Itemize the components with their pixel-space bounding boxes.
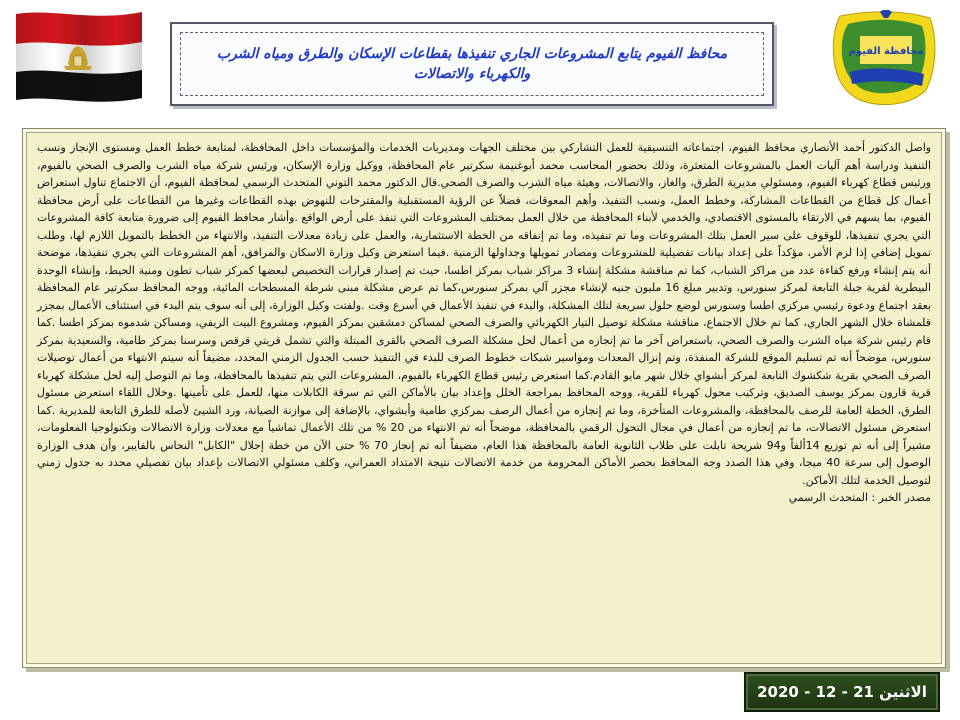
headline-title: محافظ الفيوم يتابع المشروعات الجاري تنفيذها بقطاعات الإسكان والطرق ومياه الشرب والكهرباء والاتصالات [216,46,728,82]
governorate-logo [830,10,942,108]
publish-date: الاثنين 21 - 12 - 2020 [757,683,927,701]
article-source: مصدر الخبر : المتحدث الرسمي [788,491,931,504]
date-bar [744,672,940,712]
article-panel [22,128,946,668]
headline-box [170,22,774,106]
headline-inner-frame [180,32,764,96]
article-body: واصل الدكتور أحمد الأنصاري محافظ الفيوم، اجتماعاته التنسيقية للعمل التشاركي بين مختلف الجهات ومديريات الخدمات والمؤسسات داخل المحافظة، لمتابعة خطط العمل ومستوى الإنجاز ونسب التنفيذ ودراسة أهم آليات العمل بالمشروعات المتعثرة، وذلك بحضور المحاسب محمد أبوغنيمة سكرتير عام المحافظة، ووكيل وزارة الإسكان، ورئيس شركة مياه الشرب والصرف الصحي بالفيوم، ورئيس قطاع كهرباء الفيوم، ومسئولي مديرية الطرق، والغاز، والاتصالات، وهيئة مياه الشرب والصرف الصحي.قال الدكتور محمد التوني المتحدث الرسمي لمحافظة الفيوم، أن الاجتماع تناول استعراض أعمال كل قطاع من القطاعات المشاركة، وخطط العمل، ونسب التنفيذ، وأهم المعوقات، فضلاً عن الرؤية المستقبلية والمقترحات للنهوض بهذه القطاعات وغيرها من القطاعات على أرض محافظة الفيوم، بما يسهم في الارتقاء بالمستوى الاقتصادي، والخدمي لأبناء المحافظة من خلال العمل بمختلف المشروعات التي تنفذ على أرض الواقع .وأشار محافظ الفيوم إلى ضرورة متابعة كافة المشروعات التي يجري تنفيذها، للوقوف على سير العمل بتلك المشروعات وما تم تنفيذه، وما تم إنفاقه من الخطة الاستثمارية، والعمل على زيادة معدلات التنفيذ، والانتهاء من الخطط بالتمويل اللازم لها، وطلب تمويل إضافي إذا لزم الأمر، مؤكداً على إعداد بيانات تفصيلية للمشروعات ومصادر تمويلها وجداولها الزمنية .فيما استعرض وكيل وزارة الاسكان والمرافق، أهم المشروعات التي يجري تنفيذها، موضحة أنه يتم إنشاء ورفع كفاءة عدد من مراكز الشباب، كما تم مناقشة مشكلة إنشاء 3 مراكز شباب بمركز اطسا، حيث تم إصدار قرارات التخصيص لبعضها كمركز شباب تطون ومنية الحيط، وإنشاء الوحدة البيطرية لقرية جبلة التابعة لمركز سنورس، وتدبير مبلغ 16 مليون جنيه لإنشاء مجزر آلي بمركز سنورس،كما تم عرض مشكلة مبنى شرطة المسطحات المائية، ووجه المحافظ سكرتير عام المحافظة بعقد اجتماع ودعوة رئيسي مركزي اطسا وسنورس لوضع حلول سريعة لتلك المشكلة، والبدء في تنفيذ الأعمال في أسرع وقت .ولفتت وكيل الوزارة، إلى أنه سوف يتم البدء في استئناف الأعمال بمجزر قلمشاة خلال الشهر الجاري، كما تم خلال الاجتماع، مناقشة مشكلة توصيل التيار الكهربائي والصرف الصحي لمساكن دمشقين بمركز الفيوم، ومشروع البيت الريفي، ومساكن شدموه بمركز اطسا .كما قام رئيس شركة مياه الشرب والصرف الصحي، باستعراض آخر ما تم إنجازه من أعمال لحل مشكلة الصرف الصحي بالقرى المبتلة والتي تشمل قريتي قرقص وسرسنا بمركز طامية، والسعيدية بمركز سنورس، موضحاً أنه تم تسليم الموقع للشركة المنفذة، وتم إنزال المعدات ومواسير شبكات خطوط الصرف للبدء في التنفيذ حسب الجدول الزمني المحدد، مضيفاً أنه سيتم الانتهاء من أعمال توصيلات الصرف الصحي بقرية شكشوك التابعة لمركز أبشواي خلال شهر مايو القادم.كما استعرض رئيس قطاع الكهرباء بالفيوم، المشروعات التي يتم تنفيذها بالمحافظة، وما تم التوصل إليه لحل مشكلة كهرباء قرية قارون بمركز يوسف الصديق، وتركيب محول كهرباء للقرية، ووجه المحافظ بمراجعة الخلل وإعداد بيان بالأماكن التي تم سرقة الكابلات منها، للعمل على تأمينها .وخلال اللقاء استعرض مسئول الطرق، الخطة العامة للرصف بالمحافظة، والمشروعات المتأخرة، وما تم إنجازه من أعمال الرصف بمركزي طامية وأبشواي، بالإضافة إلى موازنة الصيانة، ورد الشيئ لأصله للطرق التابعة للمديرية .كما استعرض مسئول الاتصالات، ما تم إنجازه من أعمال في مجال التحول الرقمي بالمحافظة، موضحاً أنه تم الانتهاء من 20 % من تلك الأعمال تماشياً مع معدلات وزارة الاتصالات وتكنولوجيا المعلومات، مشيراً إلى أنه تم توزيع 14ألفاً و94 شريحة تابلت على طلاب الثانوية العامة بالمحافظة هذا العام، مضيفاً أنه تم إنجاز 70 % حتى الآن من خطة إحلال "الكابل" النحاس بالفايبر، وأن هدف الوزارة الوصول إلى سرعة 40 ميجا، وفي هذا الصدد وجه المحافظ بحصر الأماكن المحرومة من خدمة الاتصالات نتيجة الامتداد العمراني، وكلف مسئولي الاتصالات بإعداد بيان تفصيلي محدد به جدول زمني لتوصيل الخدمة لتلك الأماكن. [37,141,932,487]
logo-text: محافظة الفيوم [848,46,924,57]
egypt-flag-image [12,8,146,104]
